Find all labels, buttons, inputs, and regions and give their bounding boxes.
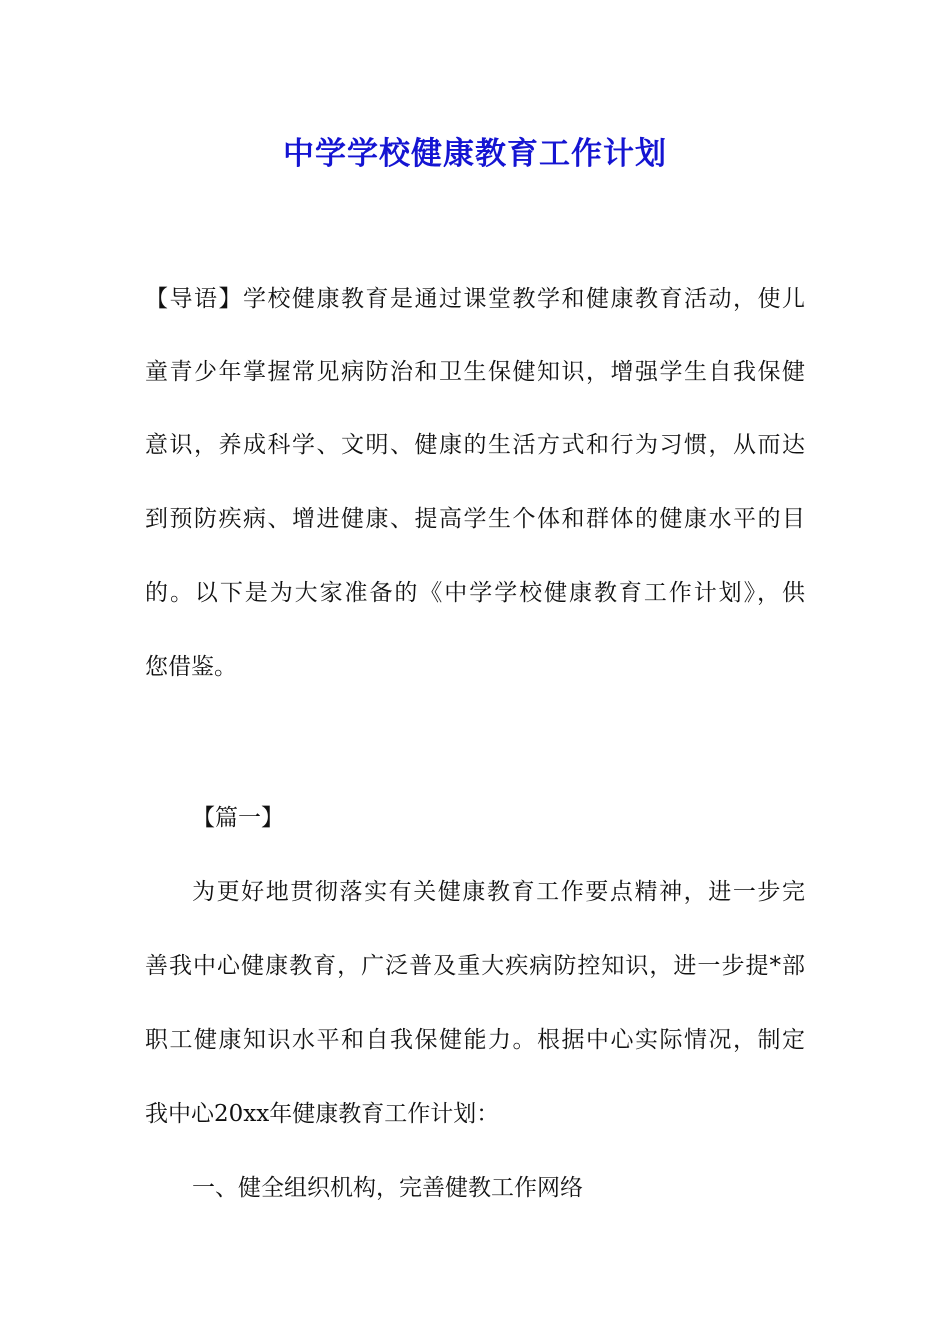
intro-line: 童青少年掌握常见病防治和卫生保健知识，增强学生自我保健 (145, 359, 805, 385)
intro-line: 意识，养成科学、文明、健康的生活方式和行为习惯，从而达 (145, 432, 805, 458)
section-label: 【篇一】 (192, 805, 284, 831)
body-line: 职工健康知识水平和自我保健能力。根据中心实际情况，制定 (145, 1027, 805, 1053)
document-title: 中学学校健康教育工作计划 (283, 136, 667, 172)
body-line: 我中心20xx年健康教育工作计划： (145, 1101, 500, 1127)
intro-line: 到预防疾病、增进健康、提高学生个体和群体的健康水平的目 (145, 506, 805, 532)
intro-line: 的。以下是为大家准备的《中学学校健康教育工作计划》，供 (145, 580, 805, 606)
body-line: 善我中心健康教育，广泛普及重大疾病防控知识，进一步提*部 (145, 953, 805, 979)
intro-line: 您借鉴。 (145, 654, 237, 680)
section-heading: 一、健全组织机构，完善健教工作网络 (192, 1175, 583, 1201)
body-line: 为更好地贯彻落实有关健康教育工作要点精神，进一步完 (192, 879, 805, 905)
intro-line: 【导语】学校健康教育是通过课堂教学和健康教育活动，使儿 (145, 286, 805, 312)
